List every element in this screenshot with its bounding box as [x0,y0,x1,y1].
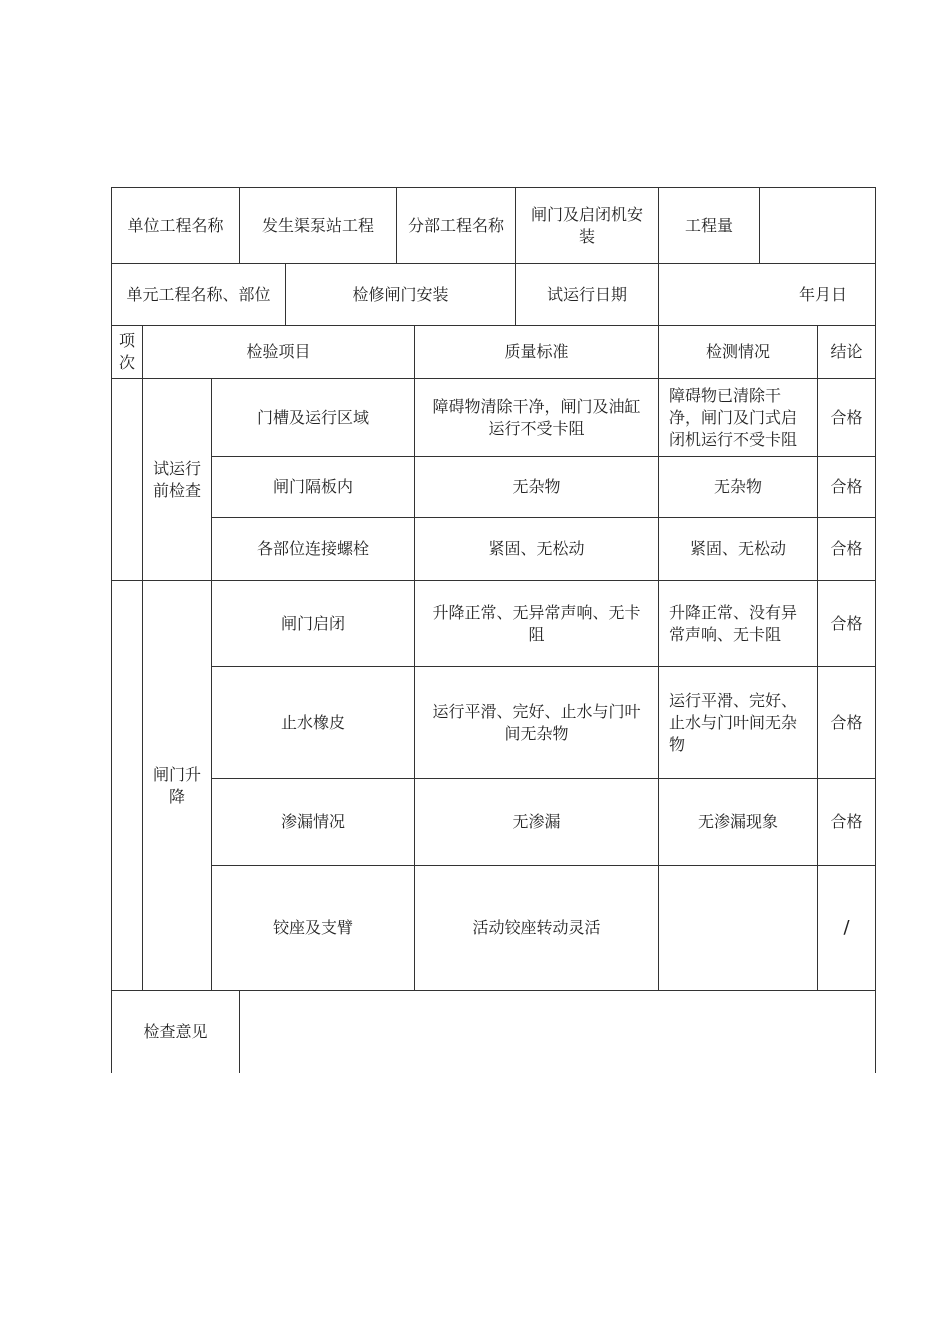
table-row-standard: 活动铰座转动灵活 [472,918,601,937]
col-header-quality-standard: 质量标准 [504,342,569,361]
table-row-conclusion: 合格 [830,812,863,831]
group-label: 试运行前检查 [152,458,201,500]
table-row-standard: 运行平滑、完好、止水与门叶间无杂物 [432,701,641,743]
table-row-standard: 紧固、无松动 [488,539,585,558]
table-row-conclusion: 合格 [830,539,863,558]
table-row-standard: 障碍物清除干净，闸门及油缸运行不受卡阻 [432,396,641,438]
table-row-item: 铰座及支臂 [272,918,353,937]
table-row-detection: 运行平滑、完好、止水与门叶间无杂物 [669,690,798,754]
table-row-standard: 无渗漏 [512,812,561,831]
table-row-conclusion: 合格 [830,407,863,427]
table-row-item: 渗漏情况 [280,812,345,831]
table-row-conclusion: 合格 [830,712,863,732]
unit-project-value: 发生渠泵站工程 [261,215,374,235]
col-header-inspection-item: 检验项目 [246,342,311,361]
col-header-conclusion: 结论 [830,342,863,361]
col-header-detection: 检测情况 [705,342,770,361]
quantity-value [760,188,875,263]
table-row-detection: 障碍物已清除干净，闸门及门式启闭机运行不受卡阻 [669,385,798,449]
table-row-detection: 无杂物 [713,477,762,496]
table-border-right [875,187,876,1073]
opinion-label: 检查意见 [143,1022,208,1041]
table-row-standard: 无杂物 [512,477,561,496]
table-row-conclusion: 合格 [830,477,863,496]
opinion-value [240,991,875,1073]
table-row-detection: 升降正常、没有异常声响、无卡阻 [669,602,798,644]
quantity-label: 工程量 [684,215,733,235]
table-row-item: 门槽及运行区域 [256,407,369,427]
table-row-standard: 升降正常、无异常声响、无卡阻 [432,602,641,644]
col-header-item-no: 项次 [118,331,135,372]
table-row-conclusion: / [843,917,850,938]
division-value: 闸门及启闭机安装 [530,204,643,246]
trial-date-value: 年月日 [798,284,847,304]
trial-date-label: 试运行日期 [546,284,627,304]
table-row-item: 闸门启闭 [280,613,345,633]
division-label: 分部工程名称 [407,215,504,235]
table-row-detection: 无渗漏现象 [697,812,778,831]
table-row-conclusion: 合格 [830,613,863,633]
unit-project-label: 单位工程名称 [127,215,224,235]
table-row-item: 各部位连接螺栓 [256,539,369,558]
table-row-item: 止水橡皮 [280,712,345,732]
table-row-detection [659,866,817,990]
group-label: 闸门升降 [152,764,201,806]
table-row-item: 闸门隔板内 [272,477,353,496]
table-row-detection: 紧固、无松动 [689,539,786,558]
element-value: 检修闸门安装 [352,284,449,304]
element-label: 单元工程名称、部位 [126,284,271,304]
